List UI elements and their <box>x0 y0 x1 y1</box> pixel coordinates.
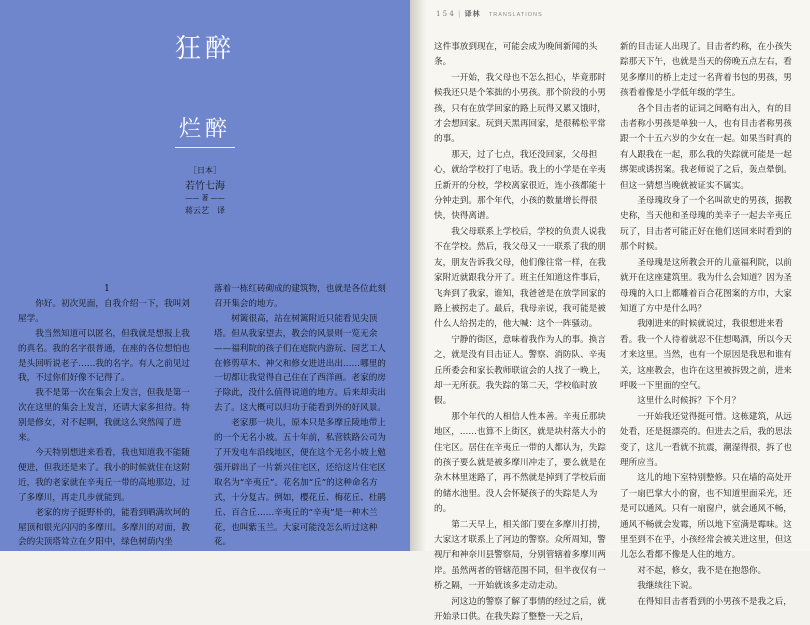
paragraph: 对不起，修女，我不是在抱怨你。 <box>637 565 767 576</box>
paragraph: 在得知目击者看到的小男孩不是我之后， <box>637 596 792 607</box>
paragraph: 你好。初次见面，自我介绍一下，我叫刘屋学。 <box>18 298 190 324</box>
author-name: 若竹七海 <box>185 181 225 192</box>
translator-name: 蒋云艺 译 <box>185 206 225 215</box>
paragraph: 我当然知道可以匿名，但我就是想报上我的真名。我的名字很普通，在座的各位想怕也是头回听说老子……我的名字。有人之前见过我，不过你们好像不记得了。 <box>18 328 190 384</box>
paragraph: 一开始我还觉得挺可惜。这栋建筑，从远处看，还是挺漂亮的。但进去之后，我的思法变了，这儿一看就不抗震，潮湿得很，拆了也理所应当。 <box>620 411 792 468</box>
paragraph: 老家的房子挺野朴的，能看到晒满坎坷的屋顶和银光闪闪的多摩川。多摩川的对面，教会的尖顶塔耸立在夕阳中，绿色树荫内坐 <box>18 507 190 548</box>
paragraph: 圣母瑰是这所教会开的儿童福利院，以前就开在这座建筑里。我为什么会知道？因为圣母瑰的入口上都雕着百合花图案的方巾，大家知道了方中是什么吗？ <box>620 257 792 314</box>
right-column-1 <box>434 40 610 623</box>
paragraph: 今天特别想进来看看，我也知道我不能随便进，但我还是来了。我小的时候就住在这附近，我的老家就在辛夷丘一带的高地那边，过了多摩川，再走几步就能到。 <box>18 447 190 503</box>
left-page <box>0 0 410 551</box>
magazine-brand: 译林 <box>464 9 481 18</box>
right-column-2 <box>620 40 796 607</box>
page-gutter-shadow <box>410 0 426 551</box>
paragraph: 第二天早上，相关部门要在多摩川打捞，大家这才联系上了河边的警察。众所周知，警视厅和神奈川县警察局，分别管辖着多摩川两岸。虽然两者的管辖范围不同，但半夜仅有一桥之隔，一开始就该多走动走动。 <box>434 519 606 592</box>
header-separator: | <box>458 10 461 18</box>
paragraph: 一开始，我父母也不怎么担心，毕竟那时候我还只是个笨拙的小男孩。那个阶段的小男孩，只有在放学回家的路上玩得又累又饿时，才会想回家。玩到天黑再回家，是很稀松平常的事。 <box>434 72 606 145</box>
section-number: 1 <box>104 284 110 294</box>
paragraph: 那天，过了七点，我还没回家，父母担心，就给学校打了电话。我上的小学是在辛夷丘新开的分校，学校离家很近，连小孩都能十分钟走到。那个年代，小孩的数量增长得很快，快得离谱。 <box>434 149 606 222</box>
running-header <box>436 9 543 19</box>
story-subtitle: 烂醉 <box>178 117 231 142</box>
paragraph: 圣母瑰玫身了一个名叫欲史的男孩，据教史称，当天他和圣母瑰的美幸子一起去辛夷丘玩了，目击者可能正好在他们送回来时看到的那个时候。 <box>620 196 792 253</box>
paragraph: 树篱很高，站在树篱附近只能看见尖顶塔。但从我家望去，教会的风景则一览无余——福利院的孩子们在庭院内游玩、园艺工人在修剪草木、神父和修女进进出出……哪里的一切都让我觉得自己住在了西洋画。老家的房子除此，没什么值得说道的地方。后来却卖出去了。这大概可以归功于能看到外的好风景。 <box>214 313 386 414</box>
paragraph: 我不是第一次在集会上发言，但我是第一次在这里的集会上发言，还请大家多担待。特别是修女，对不起啊，我就这么突然闯了进来。 <box>18 388 190 444</box>
left-column-2 <box>214 282 392 550</box>
paragraph: 这里什么时候拆？下个月？ <box>637 396 741 407</box>
left-column-1 <box>18 282 196 550</box>
paragraph: 落着一栋红砖砌成的建筑物，也就是各位此刻召开集会的地方。 <box>214 284 386 309</box>
paragraph: 各个目击者的证词之间略有出入，有的目击者称小男孩是单独一人，也有目击者称男孩跟一个十五六岁的少女在一起。如果当时真的有人跟我在一起，那么我的失踪就可能是一起绑架或诱拐案。我老师说了之后，轰点晕倒。但这一猜想当晚就被证实不属实。 <box>620 103 792 191</box>
paragraph: 这儿的地下室特别整修。只在墙的高处开了一扇巴掌大小的窗，也不知道里面采光，还是可以通风。只有一扇窗户，就会通风不畅，通风不畅就会发霉，所以地下室满是霉味。这里至到不在乎，小孩经常会被关进这里，但这儿怎么看都不像是人住的地方。 <box>620 473 792 561</box>
paragraph: 那个年代的人相信人性本善。辛夷丘那块地区，……也算不上街区，就是块村落大小的住宅区。居住在辛夷丘一带的人都认为，失踪的孩子要么就是被多摩川冲走了，要么就是在杂木林里迷路了，再不然就是掉到了学校后面的储水池里。没人会怀疑孩子的失踪是人为的。 <box>434 411 606 515</box>
paragraph: 我父母联系上学校后，学校的负责人说我不在学校。然后，我父母又一一联系了我的朋友，朋友告诉我父母，他们像往常一样，在我家附近就跟我分开了。班主任知道这件事后，飞奔到了我家，谁知，我爸爸是在放学回家的路上被拐走了。最后，我母亲说，我可能是被什么人给拐走的，他大喊：这个一阵骚动。 <box>434 226 606 330</box>
section-label: TRANSLATIONS <box>488 12 543 18</box>
paragraph: 这件事放到现在，可能会成为晚间新闻的头条。 <box>434 42 598 68</box>
story-title: 狂醉 <box>174 34 235 64</box>
author-role: —— 著 —— <box>185 194 225 202</box>
paragraph: 宁静的街区，意味着我作为人的事。换言之，就是没有目击证人。警察、消防队、辛夷丘所委会和家长教师联谊会的人找了一晚上，却一无所获。我失踪的第二天，学校临时放假。 <box>434 334 606 407</box>
page-number: 1 5 4 <box>436 10 454 18</box>
right-page <box>410 0 810 623</box>
paragraph: 老家那一块儿，原本只是多摩丘陵地带上的一个无名小坡。五十年前，私营铁路公司为了开发电车沿线地区，便在这个无名小坡上勉强开辟出了一片新兴住宅区，还给这片住宅区取名为“辛夷丘”。花名加“丘”的这种命名方式，十分复古。例如，樱花丘、梅花丘、杜鹃丘、百合丘……辛夷丘的“辛夷”是一种木兰花，也叫紫玉兰。大家可能没怎么听过这种花。 <box>214 418 386 548</box>
paragraph: 我刚进来的时候就说过，我很想进来看看。我一个人待着就忍不住想喝酒，所以今天才来这里。当然，也有一个原因是我思和谁有关，这座教会，也许在这里被拆毁之前，进来呼吸一下里面的空气。 <box>620 319 792 391</box>
author-origin: ［日本］ <box>189 166 221 175</box>
title-divider <box>175 147 235 148</box>
paragraph: 我继续往下说。 <box>637 581 698 592</box>
paragraph: 河这边的警察了解了事情的经过之后，就开始录口供。在我失踪了整整一天之后， <box>434 596 606 623</box>
paragraph: 新的目击证人出现了。目击者约称，在小孩失踪那天下午，也就是当天的傍晚五点左右，看见多摩川的桥上走过一名背着书包的男孩，男孩看着像是小学低年级的学生。 <box>620 42 792 99</box>
